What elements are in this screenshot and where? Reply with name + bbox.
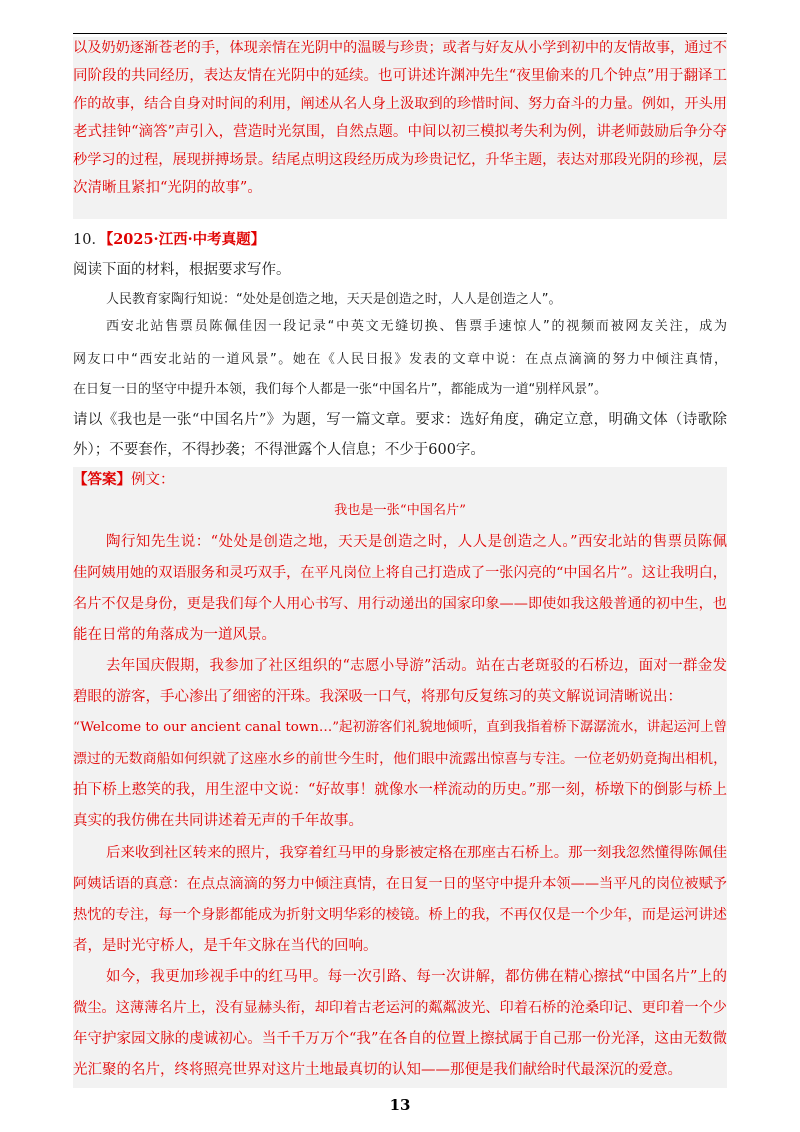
essay-line: 名片不仅是身份，更是我们每个人用心书写、用行动递出的国家印象——即使如我这般普通的初中生，也 [73,596,727,612]
prev-answer-line: 同阶段的共同经历，表达友情在光阴中的延续。也可讲述许渊冲先生“夜里偷来的几个钟点”用于翻译工 [73,68,727,84]
answer-shade [73,467,727,1088]
essay-line: 者，是时光守桥人，是千年文脉在当代的回响。 [73,938,378,954]
answer-tag: 【答案】 [73,471,131,488]
answer-tag-suffix: 例文： [131,472,175,488]
prev-answer-line: 作的故事，结合自身对时间的利用，阐述从名人身上汲取到的珍惜时间、努力奋斗的力量。例如，开头用 [73,96,727,112]
essay-line: 漂过的无数商船如何织就了这座水乡的前世今生时，他们眼中流露出惊喜与专注。一位老奶奶竟掏出相机， [73,751,727,767]
question-heading [73,230,265,250]
material-line: 在日复一日的坚守中提升本领，我们每个人都是一张“中国名片”，都能成为一道“别样风景”。 [73,382,607,397]
page-number: 13 [389,1096,411,1114]
essay-line: 如今，我更加珍视手中的红马甲。每一次引路、每一次讲解，都仿佛在精心擦拭“中国名片”上的 [106,969,727,985]
essay-line: 能在日常的角落成为一道风景。 [73,627,276,643]
question-instruction: 阅读下面的材料，根据要求写作。 [73,262,291,278]
essay-line: “Welcome to our ancient canal town…”起初游客们礼貌地倾听，直到我指着桥下潺潺流水，讲起运河上曾 [73,720,727,735]
essay-line: 去年国庆假期，我参加了社区组织的“志愿小导游”活动。站在古老斑驳的石桥边，面对一群金发 [106,658,727,674]
essay-line: 佳阿姨用她的双语服务和灵巧双手，在平凡岗位上将自己打造成了一张闪亮的“中国名片”。这让我明白， [73,565,727,581]
essay-line: 陶行知先生说：“处处是创造之地，天天是创造之时，人人是创造之人。”西安北站的售票员陈佩 [106,534,727,550]
essay-title: 我也是一张“中国名片” [334,503,466,518]
essay-line: 微尘。这薄薄名片上，没有显赫头衔，却印着古老运河的粼粼波光、印着石桥的沧桑印记、更印着一个少 [73,1000,727,1016]
essay-line: 阿姨话语的真意：在点点滴滴的努力中倾注真情，在日复一日的坚守中提升本领——当平凡的岗位被赋予 [73,876,727,892]
material-line: 人民教育家陶行知说：“处处是创造之地，天天是创造之时，人人是创造之人”。 [106,292,562,307]
essay-line: 热忱的专注，每一个身影都能成为折射文明华彩的棱镜。桥上的我，不再仅仅是一个少年，而是运河讲述 [73,907,727,923]
essay-line: 光汇聚的名片，终将照亮世界对这片土地最真切的认知——那便是我们献给时代最深沉的爱意。 [73,1062,682,1078]
material-line: 网友口中“西安北站的一道风景”。她在《人民日报》发表的文章中说：在点点滴滴的努力中倾注真情， [73,352,727,367]
essay-line: 拍下桥上憨笑的我，用生涩中文说：“好故事！就像水一样流动的历史。”那一刻，桥墩下的倒影与桥上 [73,782,727,798]
prev-answer-line: 次清晰且紧扣“光阴的故事”。 [73,180,262,196]
prev-answer-line: 秒学习的过程，展现拼搏场景。结尾点明这段经历成为珍贵记忆，升华主题，表达对那段光阴的珍视，层 [73,152,727,168]
essay-line: 真实的我仿佛在共同讲述着无声的千年故事。 [73,813,363,829]
question-source: 【2025·江西·中考真题】 [105,231,266,248]
question-number: 10． [73,232,106,248]
material-line: 西安北站售票员陈佩佳因一段记录“中英文无缝切换、售票手速惊人”的视频而被网友关注，成为 [106,319,727,334]
essay-line: 碧眼的游客，手心渗出了细密的汗珠。我深吸一口气，将那句反复练习的英文解说词清晰说出： [73,689,682,705]
header-rule [73,33,727,34]
prev-answer-line: 老式挂钟“滴答”声引入，营造时光氛围，自然点题。中间以初三模拟考失利为例，讲老师鼓励后争分夺 [73,124,727,140]
requirement-line: 请以《我也是一张“中国名片”》为题，写一篇文章。要求：选好角度，确定立意，明确文体（诗歌除 [73,412,727,428]
essay-line: 后来收到社区转来的照片，我穿着红马甲的身影被定格在那座古石桥上。那一刻我忽然懂得陈佩佳 [106,845,727,861]
essay-line: 年守护家园文脉的虔诚初心。当千千万万个“我”在各自的位置上擦拭属于自己那一份光泽，这由无数微 [73,1031,727,1047]
prev-answer-line: 以及奶奶逐渐苍老的手，体现亲情在光阴中的温暖与珍贵；或者与好友从小学到初中的友情故事，通过不 [73,40,727,56]
answer-label [73,470,175,490]
requirement-line: 外）；不要套作，不得抄袭；不得泄露个人信息；不少于600字。 [73,442,485,458]
